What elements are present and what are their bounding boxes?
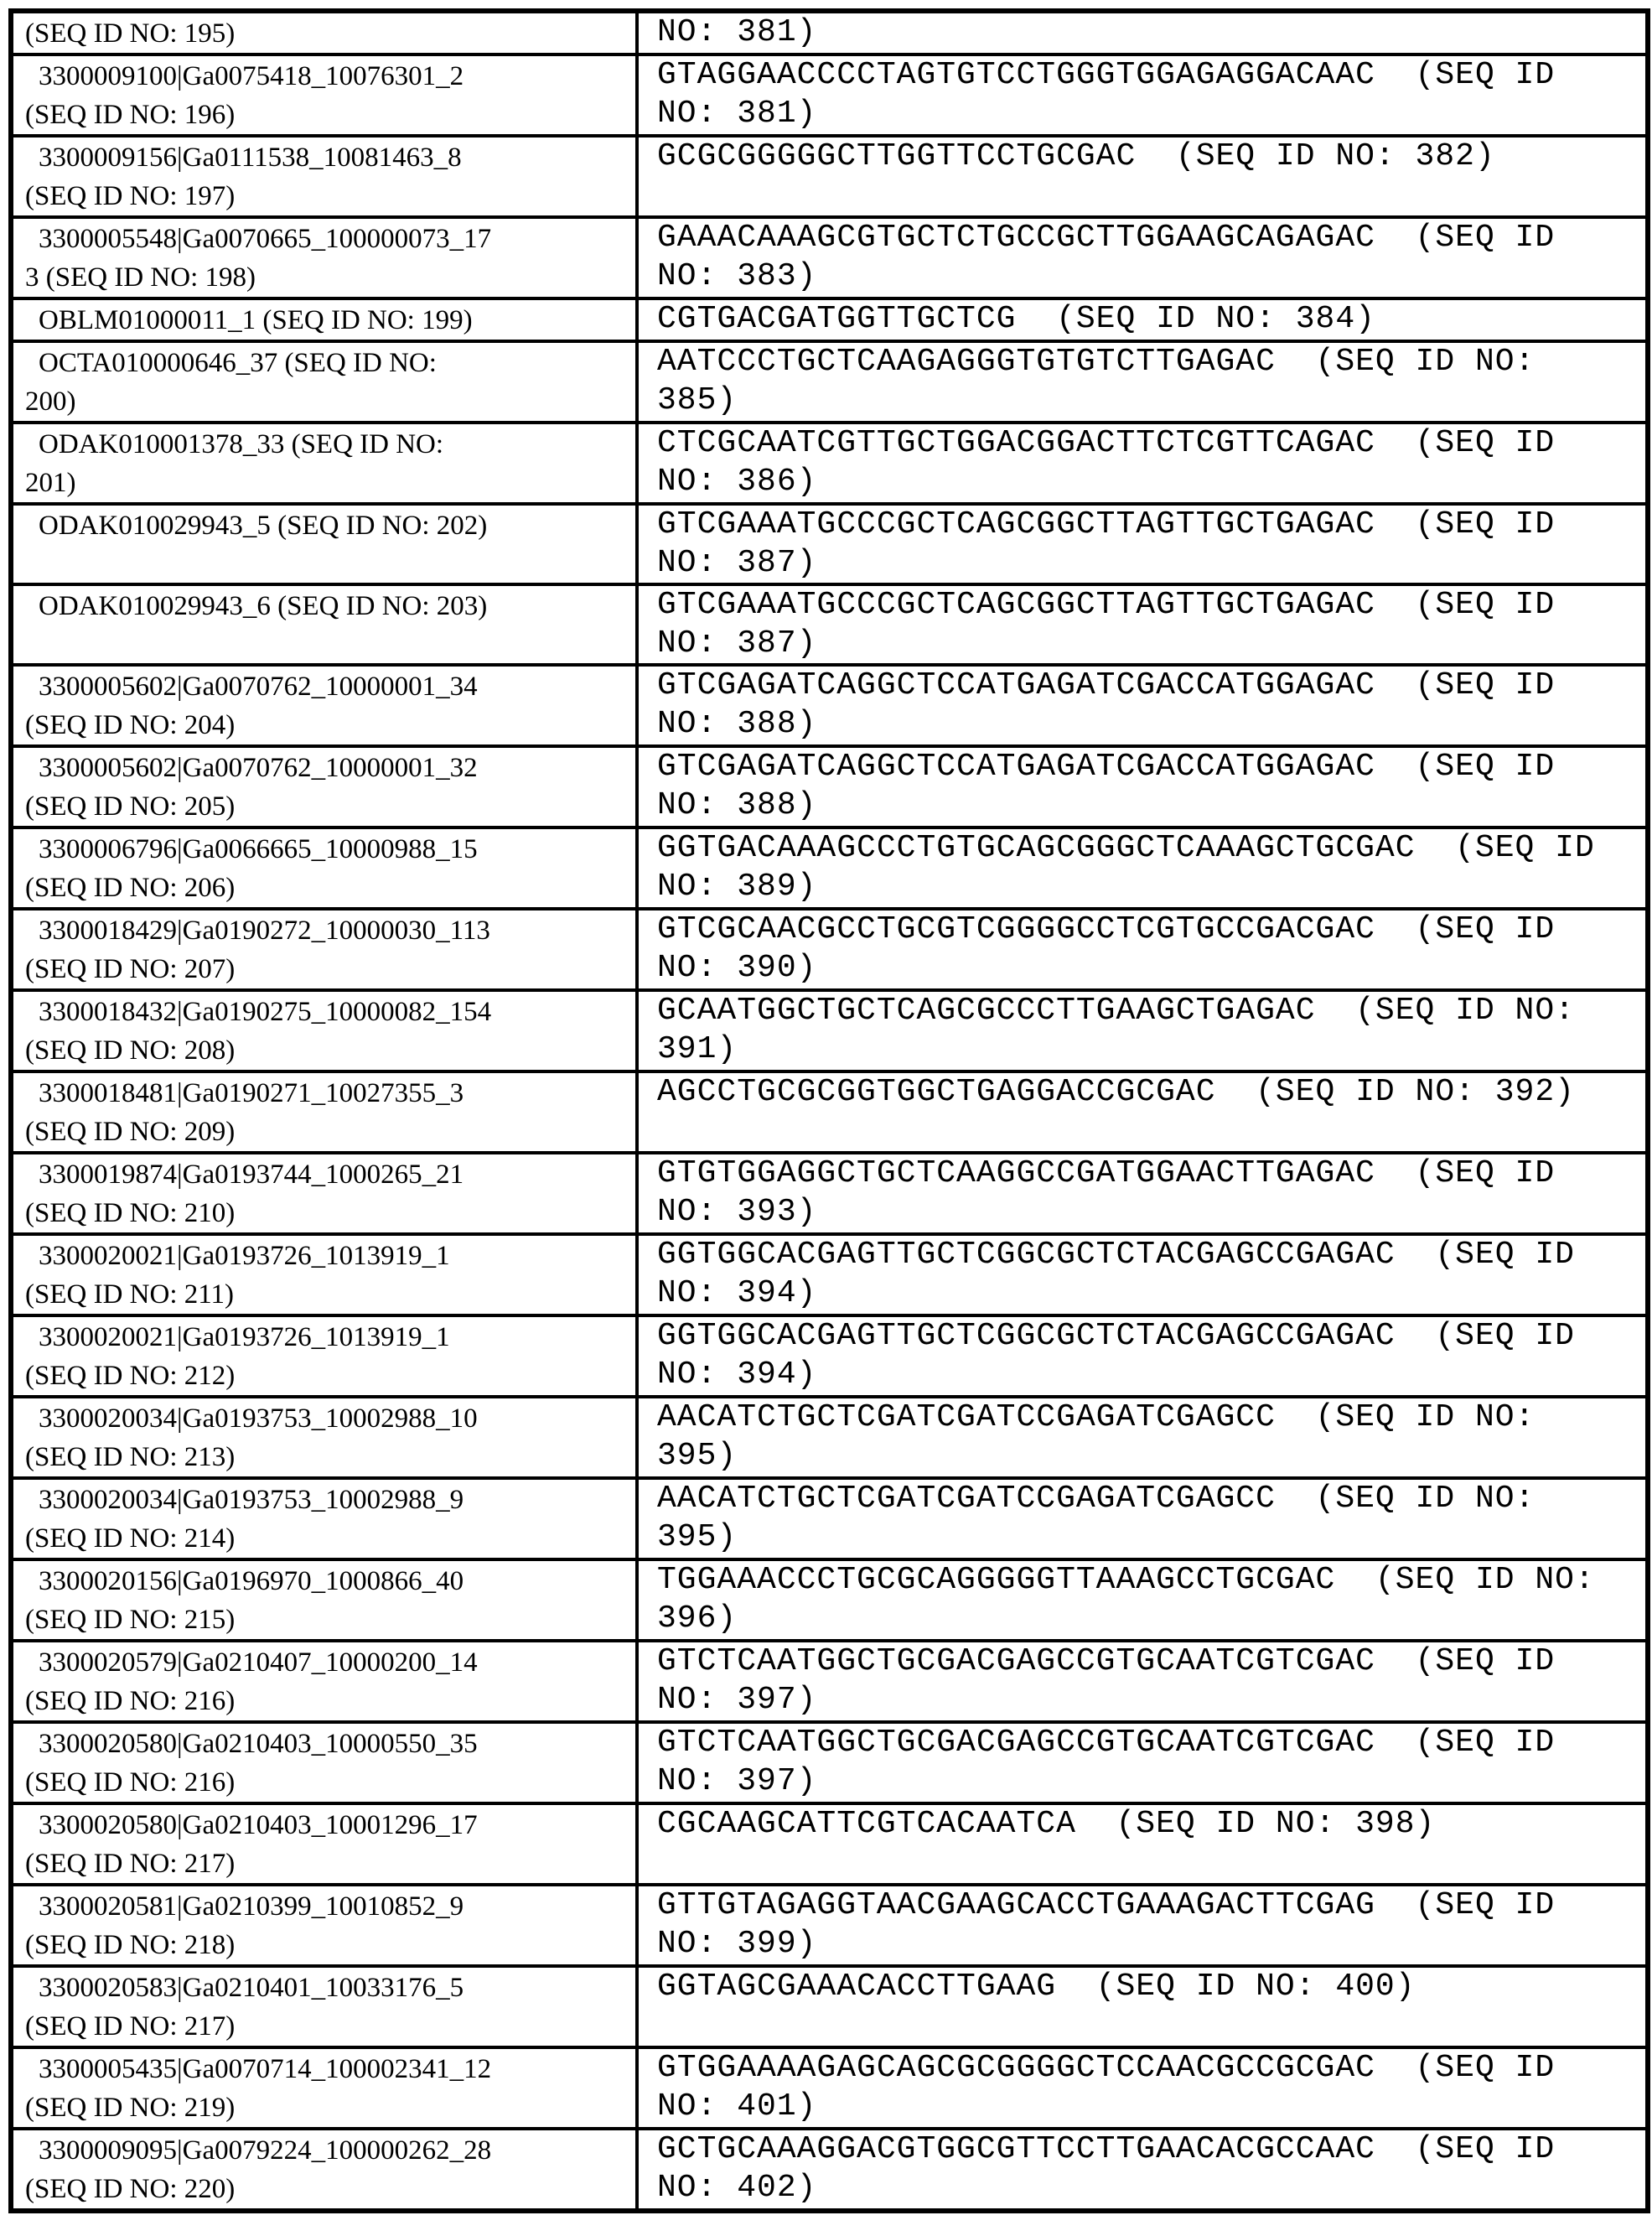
table-row <box>11 1478 1648 1559</box>
sequence-id-cell: 3300005548|Ga0070665_100000073_17 3 (SEQ ID NO: 198) <box>11 217 637 298</box>
table-row <box>11 1803 1648 1885</box>
table-row <box>11 298 1648 341</box>
table-row <box>11 990 1648 1071</box>
table-row <box>11 423 1648 504</box>
sequence-id-cell: 3300020156|Ga0196970_1000866_40 (SEQ ID NO: 215) <box>11 1559 637 1641</box>
sequence-id-cell: 3300020579|Ga0210407_10000200_14 (SEQ ID NO: 216) <box>11 1641 637 1722</box>
sequence-id-cell: OCTA010000646_37 (SEQ ID NO: 200) <box>11 341 637 423</box>
sequence-cell: GGTGGCACGAGTTGCTCGGCGCTCTACGAGCCGAGAC (SEQ ID NO: 394) <box>637 1315 1648 1397</box>
sequence-cell: GTCGAAATGCCCGCTCAGCGGCTTAGTTGCTGAGAC (SEQ ID NO: 387) <box>637 584 1648 665</box>
table-row <box>11 217 1648 298</box>
sequence-cell: AATCCCTGCTCAAGAGGGTGTGTCTTGAGAC (SEQ ID NO: 385) <box>637 341 1648 423</box>
table-row <box>11 1966 1648 2047</box>
sequence-cell: GTCGAGATCAGGCTCCATGAGATCGACCATGGAGAC (SEQ ID NO: 388) <box>637 746 1648 827</box>
table-row <box>11 1559 1648 1641</box>
sequence-id-cell: 3300005602|Ga0070762_10000001_32 (SEQ ID NO: 205) <box>11 746 637 827</box>
sequence-cell: GTCTCAATGGCTGCGACGAGCCGTGCAATCGTCGAC (SEQ ID NO: 397) <box>637 1641 1648 1722</box>
sequence-id-cell: 3300005602|Ga0070762_10000001_34 (SEQ ID NO: 204) <box>11 665 637 746</box>
sequence-cell: NO: 381) <box>637 11 1648 54</box>
table-row <box>11 1071 1648 1153</box>
sequence-cell: GTGTGGAGGCTGCTCAAGGCCGATGGAACTTGAGAC (SEQ ID NO: 393) <box>637 1153 1648 1234</box>
sequence-cell: GGTGGCACGAGTTGCTCGGCGCTCTACGAGCCGAGAC (SEQ ID NO: 394) <box>637 1234 1648 1315</box>
table-row <box>11 1234 1648 1315</box>
sequence-cell: AACATCTGCTCGATCGATCCGAGATCGAGCC (SEQ ID NO: 395) <box>637 1397 1648 1478</box>
table-row <box>11 136 1648 217</box>
table-row <box>11 665 1648 746</box>
sequence-id-cell: ODAK010029943_6 (SEQ ID NO: 203) <box>11 584 637 665</box>
table-row <box>11 1885 1648 1966</box>
table-row <box>11 909 1648 990</box>
sequence-cell: GTCTCAATGGCTGCGACGAGCCGTGCAATCGTCGAC (SEQ ID NO: 397) <box>637 1722 1648 1803</box>
sequence-cell: GTCGCAACGCCTGCGTCGGGGCCTCGTGCCGACGAC (SEQ ID NO: 390) <box>637 909 1648 990</box>
sequence-id-cell: 3300009095|Ga0079224_100000262_28 (SEQ ID NO: 220) <box>11 2129 637 2211</box>
sequence-id-cell: 3300020034|Ga0193753_10002988_9 (SEQ ID NO: 214) <box>11 1478 637 1559</box>
sequence-table <box>8 8 1650 2213</box>
sequence-id-cell: (SEQ ID NO: 195) <box>11 11 637 54</box>
sequence-cell: GGTGACAAAGCCCTGTGCAGCGGGCTCAAAGCTGCGAC (SEQ ID NO: 389) <box>637 827 1648 909</box>
table-row <box>11 584 1648 665</box>
patent-sequence-page <box>8 8 1645 2213</box>
sequence-id-cell: 3300020021|Ga0193726_1013919_1 (SEQ ID NO: 212) <box>11 1315 637 1397</box>
table-row <box>11 54 1648 136</box>
sequence-cell: GAAACAAAGCGTGCTCTGCCGCTTGGAAGCAGAGAC (SEQ ID NO: 383) <box>637 217 1648 298</box>
sequence-cell: TGGAAACCCTGCGCAGGGGGTTAAAGCCTGCGAC (SEQ ID NO: 396) <box>637 1559 1648 1641</box>
sequence-cell: GCGCGGGGGCTTGGTTCCTGCGAC (SEQ ID NO: 382) <box>637 136 1648 217</box>
sequence-id-cell: 3300020034|Ga0193753_10002988_10 (SEQ ID NO: 213) <box>11 1397 637 1478</box>
sequence-cell: GTCGAGATCAGGCTCCATGAGATCGACCATGGAGAC (SEQ ID NO: 388) <box>637 665 1648 746</box>
sequence-id-cell: 3300005435|Ga0070714_100002341_12 (SEQ ID NO: 219) <box>11 2047 637 2129</box>
sequence-cell: AGCCTGCGCGGTGGCTGAGGACCGCGAC (SEQ ID NO: 392) <box>637 1071 1648 1153</box>
sequence-cell: GCAATGGCTGCTCAGCGCCCTTGAAGCTGAGAC (SEQ ID NO: 391) <box>637 990 1648 1071</box>
sequence-id-cell: 3300018481|Ga0190271_10027355_3 (SEQ ID NO: 209) <box>11 1071 637 1153</box>
table-row <box>11 1641 1648 1722</box>
table-row <box>11 2047 1648 2129</box>
table-row <box>11 746 1648 827</box>
sequence-cell: GTTGTAGAGGTAACGAAGCACCTGAAAGACTTCGAG (SEQ ID NO: 399) <box>637 1885 1648 1966</box>
table-row <box>11 2129 1648 2211</box>
sequence-id-cell: 3300020580|Ga0210403_10001296_17 (SEQ ID NO: 217) <box>11 1803 637 1885</box>
sequence-cell: GTAGGAACCCCTAGTGTCCTGGGTGGAGAGGACAAC (SEQ ID NO: 381) <box>637 54 1648 136</box>
sequence-table-body <box>11 11 1648 2211</box>
table-row <box>11 827 1648 909</box>
sequence-cell: GTGGAAAAGAGCAGCGCGGGGCTCCAACGCCGCGAC (SEQ ID NO: 401) <box>637 2047 1648 2129</box>
table-row <box>11 1397 1648 1478</box>
sequence-cell: GGTAGCGAAACACCTTGAAG (SEQ ID NO: 400) <box>637 1966 1648 2047</box>
sequence-id-cell: 3300020581|Ga0210399_10010852_9 (SEQ ID NO: 218) <box>11 1885 637 1966</box>
sequence-cell: GCTGCAAAGGACGTGGCGTTCCTTGAACACGCCAAC (SEQ ID NO: 402) <box>637 2129 1648 2211</box>
sequence-id-cell: 3300018429|Ga0190272_10000030_113 (SEQ ID NO: 207) <box>11 909 637 990</box>
sequence-id-cell: 3300009100|Ga0075418_10076301_2 (SEQ ID NO: 196) <box>11 54 637 136</box>
sequence-cell: CGTGACGATGGTTGCTCG (SEQ ID NO: 384) <box>637 298 1648 341</box>
sequence-id-cell: 3300020583|Ga0210401_10033176_5 (SEQ ID NO: 217) <box>11 1966 637 2047</box>
sequence-id-cell: 3300020580|Ga0210403_10000550_35 (SEQ ID NO: 216) <box>11 1722 637 1803</box>
table-row <box>11 11 1648 54</box>
sequence-id-cell: ODAK010001378_33 (SEQ ID NO: 201) <box>11 423 637 504</box>
table-row <box>11 504 1648 584</box>
sequence-id-cell: 3300006796|Ga0066665_10000988_15 (SEQ ID NO: 206) <box>11 827 637 909</box>
sequence-cell: CTCGCAATCGTTGCTGGACGGACTTCTCGTTCAGAC (SEQ ID NO: 386) <box>637 423 1648 504</box>
sequence-id-cell: 3300009156|Ga0111538_10081463_8 (SEQ ID NO: 197) <box>11 136 637 217</box>
sequence-id-cell: ODAK010029943_5 (SEQ ID NO: 202) <box>11 504 637 584</box>
sequence-id-cell: 3300019874|Ga0193744_1000265_21 (SEQ ID NO: 210) <box>11 1153 637 1234</box>
sequence-cell: AACATCTGCTCGATCGATCCGAGATCGAGCC (SEQ ID NO: 395) <box>637 1478 1648 1559</box>
sequence-cell: CGCAAGCATTCGTCACAATCA (SEQ ID NO: 398) <box>637 1803 1648 1885</box>
table-row <box>11 1153 1648 1234</box>
sequence-cell: GTCGAAATGCCCGCTCAGCGGCTTAGTTGCTGAGAC (SEQ ID NO: 387) <box>637 504 1648 584</box>
table-row <box>11 1315 1648 1397</box>
table-row <box>11 341 1648 423</box>
sequence-id-cell: 3300018432|Ga0190275_10000082_154 (SEQ ID NO: 208) <box>11 990 637 1071</box>
sequence-id-cell: 3300020021|Ga0193726_1013919_1 (SEQ ID NO: 211) <box>11 1234 637 1315</box>
table-row <box>11 1722 1648 1803</box>
sequence-id-cell: OBLM01000011_1 (SEQ ID NO: 199) <box>11 298 637 341</box>
